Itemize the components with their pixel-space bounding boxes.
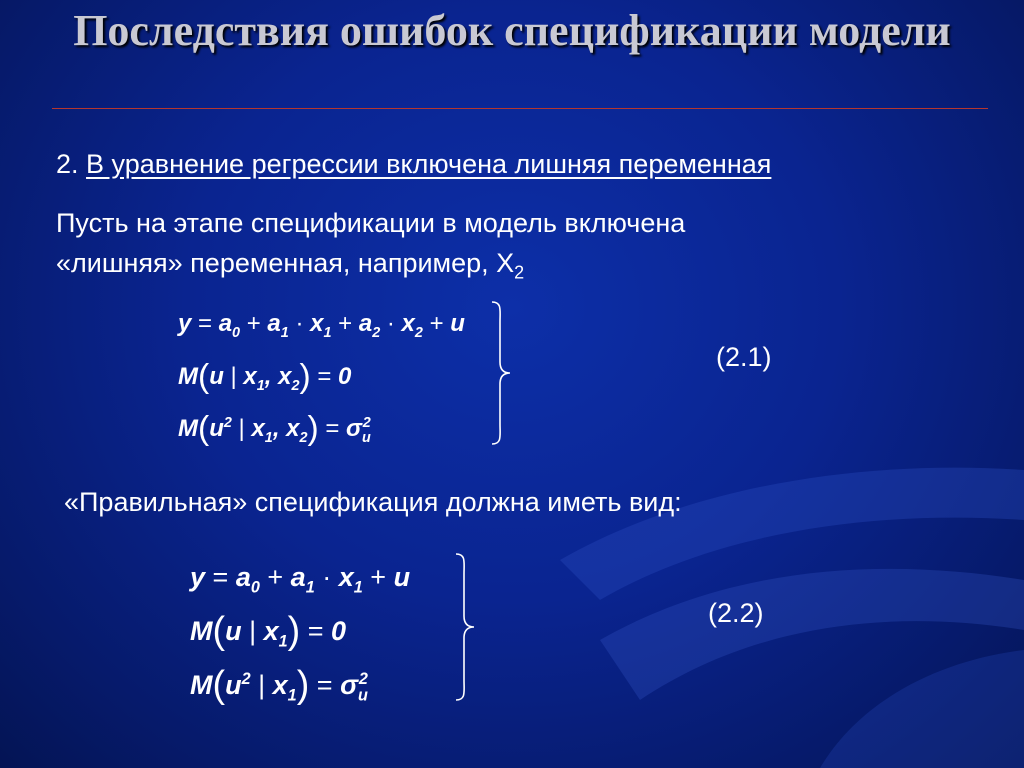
point-number: 2. <box>56 149 79 179</box>
equation-number-2: (2.2) <box>708 598 764 628</box>
eq2-line2: M(u | $x_1) = 0$ <box>190 610 347 652</box>
slide-title: Последствия ошибок спецификации модели <box>73 6 951 55</box>
eq1-line1: $y = a_0 + a_1 \cdot x_1 + a_2 \cdot x_2 + u$ <box>178 310 465 341</box>
right-brace-icon <box>454 552 478 702</box>
right-brace-icon <box>490 300 514 446</box>
paragraph-line-2 <box>56 245 524 290</box>
paragraph-line-2-text: «лишняя» переменная, например, Х <box>56 248 515 278</box>
paragraph-line-1: Пусть на этапе спецификации в модель включена <box>56 208 686 238</box>
correct-spec-text: «Правильная» спецификация должна иметь вид: <box>64 487 682 517</box>
eq2-line3: $M(u^2$ | $x_1) = \sigma_u^2$ <box>190 664 368 706</box>
point-heading: В уравнение регрессии включена лишняя переменная <box>86 149 772 179</box>
eq2-line1: $y = a_0 + a_1 \cdot x_1 + u$ <box>190 562 411 597</box>
eq1-line2: M(u | $x_1$, $x_2) = 0$ <box>178 358 352 395</box>
point-heading-line <box>56 146 771 182</box>
eq1-line3: $M(u^2$ | $x_1$, $x_2) = \sigma_u^2$ <box>178 410 371 447</box>
title-divider <box>52 108 988 109</box>
paragraph-subscript: 2 <box>514 262 525 283</box>
equation-number-1: (2.1) <box>716 342 772 372</box>
